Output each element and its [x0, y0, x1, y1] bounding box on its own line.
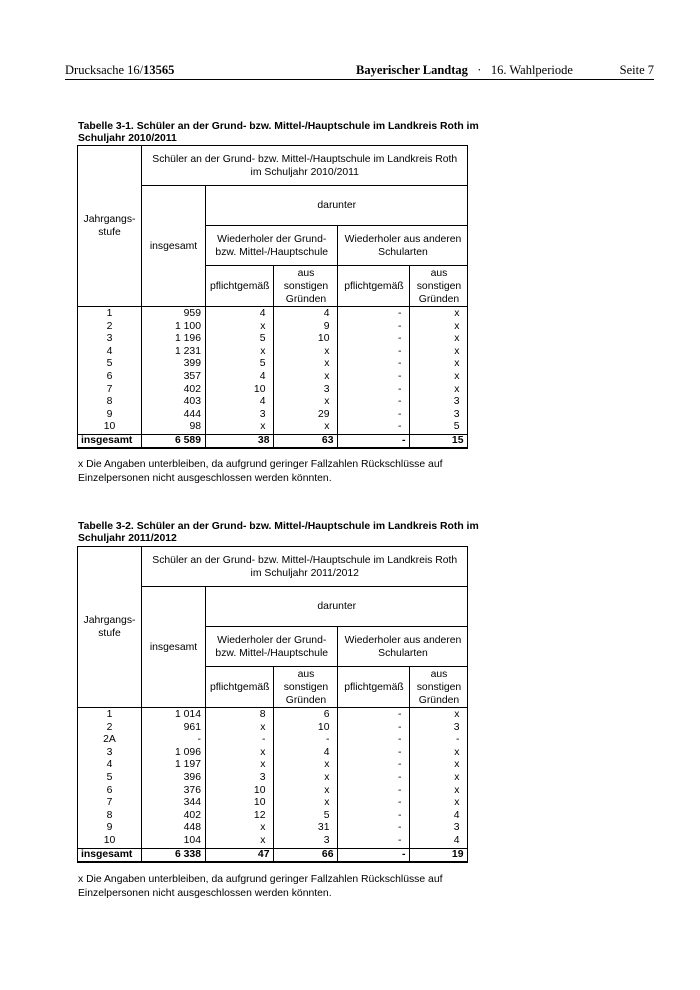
andere-pflicht-cell: -: [338, 384, 410, 397]
wiederholer-pflicht-cell: 10: [206, 384, 274, 397]
table-row: [78, 708, 468, 722]
table2-header-aus2: aus sonstigen Gründen: [410, 667, 468, 708]
wiederholer-pflicht-cell: x: [206, 321, 274, 334]
insgesamt-cell: 961: [142, 722, 206, 735]
table-row: [78, 384, 468, 397]
table2-header-pflicht2: pflichtgemäß: [338, 667, 410, 708]
andere-pflicht-cell: -: [338, 321, 410, 334]
andere-pflicht-cell: -: [338, 409, 410, 422]
insgesamt-cell: 959: [142, 307, 206, 321]
andere-sonstige-cell: x: [410, 772, 468, 785]
table2-header-main: Schüler an der Grund- bzw. Mittel-/Hauptschule im Landkreis Roth im Schuljahr 2011/2012: [142, 547, 468, 587]
andere-pflicht-cell: -: [338, 708, 410, 722]
wiederholer-sonstige-cell: 10: [274, 722, 338, 735]
drucksache-prefix: Drucksache 16/: [65, 63, 144, 77]
wiederholer-pflicht-cell: 5: [206, 333, 274, 346]
andere-sonstige-cell: 4: [410, 810, 468, 823]
stufe-cell: 3: [78, 333, 142, 346]
andere-sonstige-cell: 3: [410, 409, 468, 422]
insgesamt-cell: 98: [142, 421, 206, 434]
table-row: [78, 396, 468, 409]
wiederholer-sonstige-cell: x: [274, 785, 338, 798]
wiederholer-sonstige-cell: -: [274, 734, 338, 747]
wiederholer-pflicht-cell: x: [206, 722, 274, 735]
andere-sonstige-cell: 3: [410, 822, 468, 835]
andere-pflicht-cell: -: [338, 346, 410, 359]
total-stufe-cell: insgesamt: [78, 848, 142, 862]
andere-sonstige-cell: x: [410, 384, 468, 397]
total-andere-pflicht-cell: -: [338, 848, 410, 862]
table1-header-pflicht2: pflichtgemäß: [338, 266, 410, 307]
wiederholer-pflicht-cell: 12: [206, 810, 274, 823]
table-row: [78, 759, 468, 772]
table-row: [78, 772, 468, 785]
andere-pflicht-cell: -: [338, 734, 410, 747]
andere-pflicht-cell: -: [338, 371, 410, 384]
stufe-cell: 10: [78, 421, 142, 434]
stufe-cell: 9: [78, 822, 142, 835]
andere-sonstige-cell: x: [410, 333, 468, 346]
andere-pflicht-cell: -: [338, 722, 410, 735]
insgesamt-cell: 1 100: [142, 321, 206, 334]
andere-sonstige-cell: x: [410, 759, 468, 772]
table2-header-darunter: darunter: [206, 587, 468, 627]
wiederholer-pflicht-cell: 8: [206, 708, 274, 722]
table-row: [78, 333, 468, 346]
table2-header-jahrgangsstufe: Jahrgangs-stufe: [78, 547, 142, 708]
insgesamt-cell: 1 096: [142, 747, 206, 760]
andere-sonstige-cell: 5: [410, 421, 468, 434]
stufe-cell: 7: [78, 797, 142, 810]
andere-pflicht-cell: -: [338, 785, 410, 798]
table-row: [78, 371, 468, 384]
total-insgesamt-cell: 6 589: [142, 434, 206, 448]
insgesamt-cell: 399: [142, 358, 206, 371]
page-header: [65, 63, 654, 80]
wiederholer-sonstige-cell: 4: [274, 307, 338, 321]
andere-pflicht-cell: -: [338, 747, 410, 760]
insgesamt-cell: 402: [142, 384, 206, 397]
table2-footnote: x Die Angaben unterbleiben, da aufgrund geringer Fallzahlen Rückschlüsse auf Einzelpersonen nicht ausgeschlossen werden könnten.: [78, 874, 443, 899]
table1-header-aus1: aus sonstigen Gründen: [274, 266, 338, 307]
andere-sonstige-cell: -: [410, 734, 468, 747]
wiederholer-pflicht-cell: x: [206, 835, 274, 848]
table1-header-insgesamt: insgesamt: [142, 186, 206, 307]
stufe-cell: 2: [78, 321, 142, 334]
table-row: [78, 734, 468, 747]
table2-header-group1: Wiederholer der Grund- bzw. Mittel-/Hauptschule: [206, 627, 338, 667]
wiederholer-pflicht-cell: x: [206, 747, 274, 760]
table1-footnote: x Die Angaben unterbleiben, da aufgrund geringer Fallzahlen Rückschlüsse auf Einzelpersonen nicht ausgeschlossen werden könnten.: [78, 459, 443, 484]
andere-sonstige-cell: 3: [410, 722, 468, 735]
wiederholer-sonstige-cell: x: [274, 421, 338, 434]
stufe-cell: 10: [78, 835, 142, 848]
andere-sonstige-cell: 4: [410, 835, 468, 848]
insgesamt-cell: 357: [142, 371, 206, 384]
insgesamt-cell: 444: [142, 409, 206, 422]
total-wiederholer-pflicht-cell: 47: [206, 848, 274, 862]
stufe-cell: 8: [78, 810, 142, 823]
andere-sonstige-cell: x: [410, 747, 468, 760]
andere-pflicht-cell: -: [338, 822, 410, 835]
total-wiederholer-pflicht-cell: 38: [206, 434, 274, 448]
insgesamt-cell: 402: [142, 810, 206, 823]
table-row: [78, 346, 468, 359]
andere-pflicht-cell: -: [338, 810, 410, 823]
andere-sonstige-cell: x: [410, 321, 468, 334]
header-separator: ·: [477, 63, 482, 77]
insgesamt-cell: 396: [142, 772, 206, 785]
table-row: [78, 409, 468, 422]
wiederholer-pflicht-cell: 4: [206, 371, 274, 384]
stufe-cell: 3: [78, 747, 142, 760]
table-total-row: [78, 434, 468, 448]
andere-sonstige-cell: x: [410, 358, 468, 371]
stufe-cell: 5: [78, 358, 142, 371]
table1-header-darunter: darunter: [206, 186, 468, 226]
wiederholer-pflicht-cell: 5: [206, 358, 274, 371]
wiederholer-sonstige-cell: x: [274, 358, 338, 371]
total-wiederholer-sonstige-cell: 66: [274, 848, 338, 862]
wiederholer-sonstige-cell: 29: [274, 409, 338, 422]
stufe-cell: 9: [78, 409, 142, 422]
wiederholer-sonstige-cell: 4: [274, 747, 338, 760]
andere-sonstige-cell: x: [410, 797, 468, 810]
legislative-period: 16. Wahlperiode: [490, 63, 573, 77]
wiederholer-sonstige-cell: 6: [274, 708, 338, 722]
table1-header-main: Schüler an der Grund- bzw. Mittel-/Hauptschule im Landkreis Roth im Schuljahr 2010/2011: [142, 146, 468, 186]
total-wiederholer-sonstige-cell: 63: [274, 434, 338, 448]
wiederholer-sonstige-cell: 3: [274, 835, 338, 848]
table-row: [78, 797, 468, 810]
table-total-row: [78, 848, 468, 862]
insgesamt-cell: 1 196: [142, 333, 206, 346]
andere-pflicht-cell: -: [338, 772, 410, 785]
wiederholer-sonstige-cell: 3: [274, 384, 338, 397]
wiederholer-pflicht-cell: 10: [206, 797, 274, 810]
andere-sonstige-cell: x: [410, 307, 468, 321]
insgesamt-cell: 104: [142, 835, 206, 848]
stufe-cell: 1: [78, 708, 142, 722]
drucksache-number: [65, 63, 174, 77]
table1-header-jahrgangsstufe: Jahrgangs-stufe: [78, 146, 142, 307]
table-row: [78, 722, 468, 735]
table2-header-aus1: aus sonstigen Gründen: [274, 667, 338, 708]
table-row: [78, 810, 468, 823]
andere-sonstige-cell: x: [410, 346, 468, 359]
insgesamt-cell: 344: [142, 797, 206, 810]
table1-header-group2: Wiederholer aus anderen Schularten: [338, 226, 468, 266]
table1-header-aus2: aus sonstigen Gründen: [410, 266, 468, 307]
wiederholer-pflicht-cell: x: [206, 822, 274, 835]
wiederholer-sonstige-cell: x: [274, 371, 338, 384]
insgesamt-cell: -: [142, 734, 206, 747]
parliament-name: Bayerischer Landtag: [356, 63, 468, 77]
total-andere-sonstige-cell: 15: [410, 434, 468, 448]
table2-header-group2: Wiederholer aus anderen Schularten: [338, 627, 468, 667]
stufe-cell: 4: [78, 346, 142, 359]
wiederholer-sonstige-cell: x: [274, 759, 338, 772]
table-row: [78, 785, 468, 798]
wiederholer-pflicht-cell: x: [206, 346, 274, 359]
table2-caption: Tabelle 3-2. Schüler an der Grund- bzw. Mittel-/Hauptschule im Landkreis Roth im Schuljahr 2011/2012: [78, 521, 479, 544]
wiederholer-pflicht-cell: 3: [206, 409, 274, 422]
wiederholer-pflicht-cell: 4: [206, 307, 274, 321]
header-center: [356, 63, 573, 77]
page-number: Seite 7: [619, 63, 654, 77]
table-row: [78, 307, 468, 321]
andere-sonstige-cell: x: [410, 785, 468, 798]
table2-header-pflicht1: pflichtgemäß: [206, 667, 274, 708]
stufe-cell: 4: [78, 759, 142, 772]
stufe-cell: 7: [78, 384, 142, 397]
wiederholer-sonstige-cell: x: [274, 396, 338, 409]
total-stufe-cell: insgesamt: [78, 434, 142, 448]
table-row: [78, 835, 468, 848]
wiederholer-sonstige-cell: 31: [274, 822, 338, 835]
insgesamt-cell: 1 014: [142, 708, 206, 722]
stufe-cell: 6: [78, 785, 142, 798]
table-row: [78, 747, 468, 760]
insgesamt-cell: 376: [142, 785, 206, 798]
wiederholer-pflicht-cell: -: [206, 734, 274, 747]
stufe-cell: 8: [78, 396, 142, 409]
wiederholer-pflicht-cell: x: [206, 421, 274, 434]
wiederholer-pflicht-cell: 10: [206, 785, 274, 798]
table-row: [78, 822, 468, 835]
andere-pflicht-cell: -: [338, 835, 410, 848]
stufe-cell: 5: [78, 772, 142, 785]
andere-pflicht-cell: -: [338, 797, 410, 810]
stufe-cell: 1: [78, 307, 142, 321]
table2-header-insgesamt: insgesamt: [142, 587, 206, 708]
andere-pflicht-cell: -: [338, 358, 410, 371]
wiederholer-pflicht-cell: x: [206, 759, 274, 772]
insgesamt-cell: 1 231: [142, 346, 206, 359]
stufe-cell: 2: [78, 722, 142, 735]
andere-pflicht-cell: -: [338, 421, 410, 434]
andere-pflicht-cell: -: [338, 333, 410, 346]
wiederholer-sonstige-cell: x: [274, 772, 338, 785]
table-row: [78, 421, 468, 434]
wiederholer-sonstige-cell: 9: [274, 321, 338, 334]
total-andere-sonstige-cell: 19: [410, 848, 468, 862]
stufe-cell: 6: [78, 371, 142, 384]
table-row: [78, 321, 468, 334]
andere-sonstige-cell: x: [410, 708, 468, 722]
wiederholer-sonstige-cell: 10: [274, 333, 338, 346]
total-insgesamt-cell: 6 338: [142, 848, 206, 862]
wiederholer-pflicht-cell: 3: [206, 772, 274, 785]
table1-caption: Tabelle 3-1. Schüler an der Grund- bzw. Mittel-/Hauptschule im Landkreis Roth im Schuljahr 2010/2011: [78, 121, 479, 144]
andere-sonstige-cell: 3: [410, 396, 468, 409]
wiederholer-sonstige-cell: 5: [274, 810, 338, 823]
drucksache-id: 13565: [143, 63, 175, 77]
insgesamt-cell: 403: [142, 396, 206, 409]
andere-pflicht-cell: -: [338, 307, 410, 321]
andere-sonstige-cell: x: [410, 371, 468, 384]
andere-pflicht-cell: -: [338, 759, 410, 772]
table1-header-group1: Wiederholer der Grund- bzw. Mittel-/Hauptschule: [206, 226, 338, 266]
table1-header-pflicht1: pflichtgemäß: [206, 266, 274, 307]
total-andere-pflicht-cell: -: [338, 434, 410, 448]
insgesamt-cell: 448: [142, 822, 206, 835]
table1: [77, 145, 468, 449]
wiederholer-pflicht-cell: 4: [206, 396, 274, 409]
stufe-cell: 2A: [78, 734, 142, 747]
wiederholer-sonstige-cell: x: [274, 346, 338, 359]
table2: [77, 546, 468, 863]
table-row: [78, 358, 468, 371]
insgesamt-cell: 1 197: [142, 759, 206, 772]
andere-pflicht-cell: -: [338, 396, 410, 409]
wiederholer-sonstige-cell: x: [274, 797, 338, 810]
